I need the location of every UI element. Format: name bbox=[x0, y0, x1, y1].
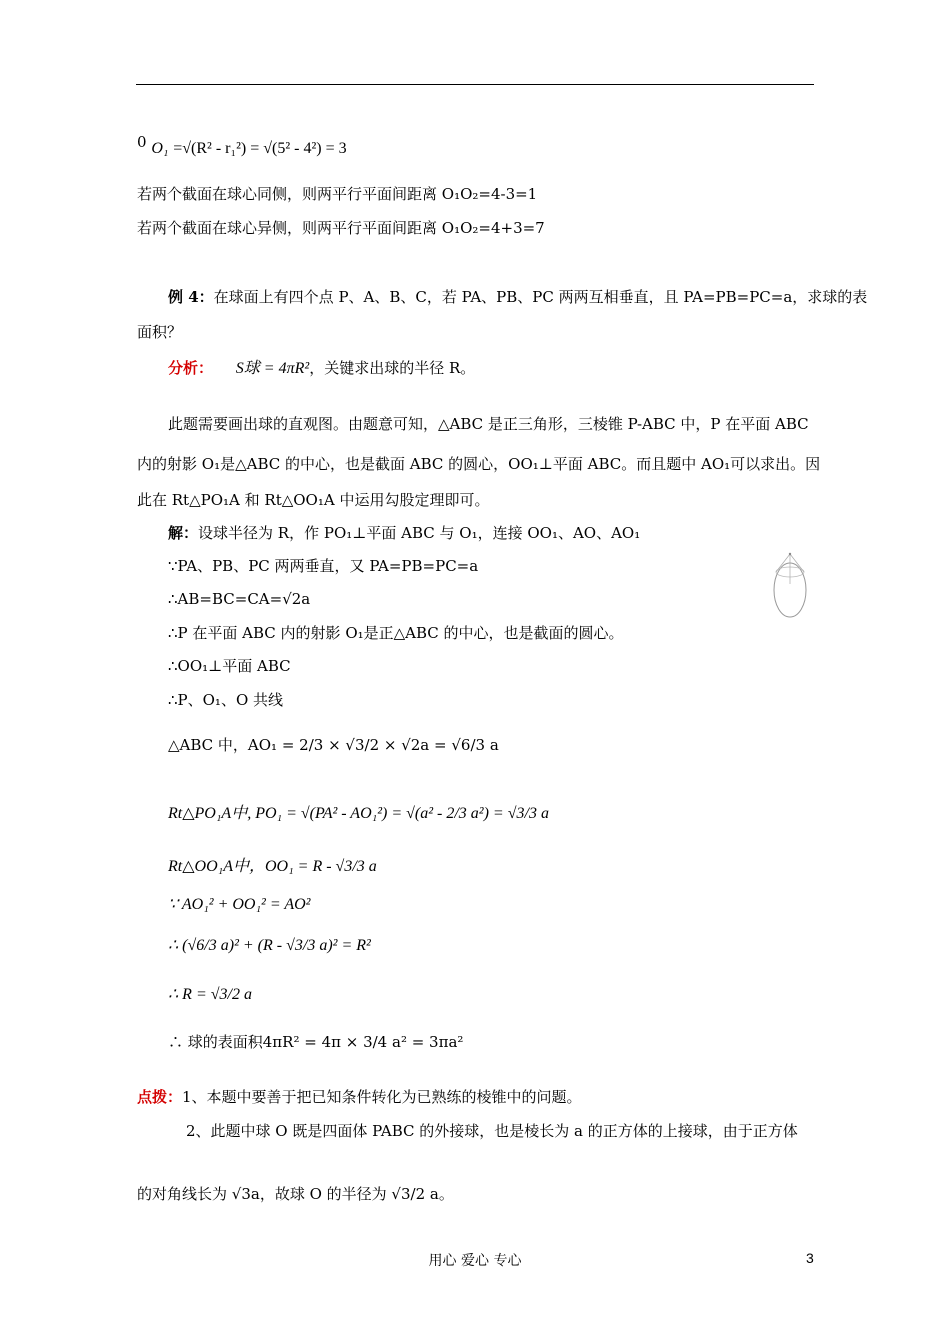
text-same-side: 若两个截面在球心同侧，则两平行平面间距离 O₁O₂=4-3=1 bbox=[137, 185, 538, 203]
analysis-text: ，关键求出球的半径 R。 bbox=[309, 359, 476, 377]
paragraph-line-3: 此在 Rt△PO₁A 和 Rt△OO₁A 中运用勾股定理即可。 bbox=[137, 491, 490, 509]
tip-text-1: 1、本题中要善于把已知条件转化为已熟练的棱锥中的问题。 bbox=[182, 1088, 582, 1106]
equation-substitute: ∴ (√6/3 a)² + (R - √3/3 a)² = R² bbox=[168, 937, 371, 954]
equation-oo1: Rt△OO₁A中，OO₁ = R - √3/3 a bbox=[168, 858, 377, 875]
solution-line-1: ∵PA、PB、PC 两两垂直，又 PA=PB=PC=a bbox=[168, 557, 479, 575]
formula-oo1 bbox=[137, 133, 347, 159]
paragraph-line-1: 此题需要画出球的直观图。由题意可知，△ABC 是正三角形，三棱锥 P-ABC 中，P 在平面 ABC bbox=[168, 415, 809, 433]
formula-body: O₁ bbox=[151, 140, 169, 157]
tip-line-1 bbox=[137, 1087, 582, 1107]
paragraph-line-2: 内的射影 O₁是△ABC 的中心，也是截面 ABC 的圆心，OO₁⊥平面 ABC。而且题中 AO₁可以求出。因 bbox=[137, 455, 821, 473]
equation-pythag: ∵ AO₁² + OO₁² = AO² bbox=[168, 896, 311, 913]
example-label: 例 4： bbox=[168, 288, 214, 306]
footer-motto: 用心 爱心 专心 bbox=[428, 1253, 522, 1269]
formula-rest: =√(R² - r₁²) = √(5² - 4²) = 3 bbox=[173, 140, 347, 157]
sphere-figure bbox=[762, 544, 818, 624]
solution-label: 解： bbox=[168, 524, 199, 542]
tip-label: 点拨： bbox=[137, 1088, 183, 1106]
header-rule bbox=[136, 84, 814, 85]
analysis-label: 分析： bbox=[168, 359, 214, 377]
example-4-cont: 面积？ bbox=[137, 323, 183, 341]
analysis-formula: S球 = 4πR² bbox=[235, 360, 310, 377]
solution-line-0 bbox=[168, 523, 640, 543]
tip-line-2: 2、此题中球 O 既是四面体 PABC 的外接球，也是棱长为 a 的正方体的上接球，由于正方体 bbox=[186, 1122, 798, 1140]
example-text: 在球面上有四个点 P、A、B、C，若 PA、PB、PC 两两互相垂直，且 PA=PB=PC=a，求球的表 bbox=[213, 288, 868, 306]
text-opposite-side: 若两个截面在球心异侧，则两平行平面间距离 O₁O₂=4+3=7 bbox=[137, 219, 545, 237]
solution-line-5: ∴P、O₁、O 共线 bbox=[168, 691, 284, 709]
solution-text: 设球半径为 R，作 PO₁⊥平面 ABC 与 O₁，连接 OO₁、AO、AO₁ bbox=[198, 524, 641, 542]
example-4 bbox=[168, 287, 867, 307]
solution-line-3: ∴P 在平面 ABC 内的射影 O₁是正△ABC 的中心，也是截面的圆心。 bbox=[168, 624, 624, 642]
analysis bbox=[168, 358, 475, 379]
page-number: 3 bbox=[806, 1250, 814, 1266]
solution-line-2: ∴AB=BC=CA=√2a bbox=[168, 590, 311, 608]
equation-area: ∴ 球的表面积4πR² = 4π × 3/4 a² = 3πa² bbox=[168, 1033, 464, 1051]
solution-line-4: ∴OO₁⊥平面 ABC bbox=[168, 657, 291, 675]
equation-ao1: △ABC 中，AO₁ = 2/3 × √3/2 × √2a = √6/3 a bbox=[168, 736, 499, 754]
equation-po1: Rt△PO₁A中, PO₁ = √(PA² - AO₁²) = √(a² - 2/3 a²) = √3/3 a bbox=[168, 805, 549, 822]
formula-lead: 0 bbox=[137, 133, 147, 151]
tip-line-3: 的对角线长为 √3a，故球 O 的半径为 √3/2 a。 bbox=[137, 1185, 454, 1203]
equation-radius: ∴ R = √3/2 a bbox=[168, 986, 252, 1003]
